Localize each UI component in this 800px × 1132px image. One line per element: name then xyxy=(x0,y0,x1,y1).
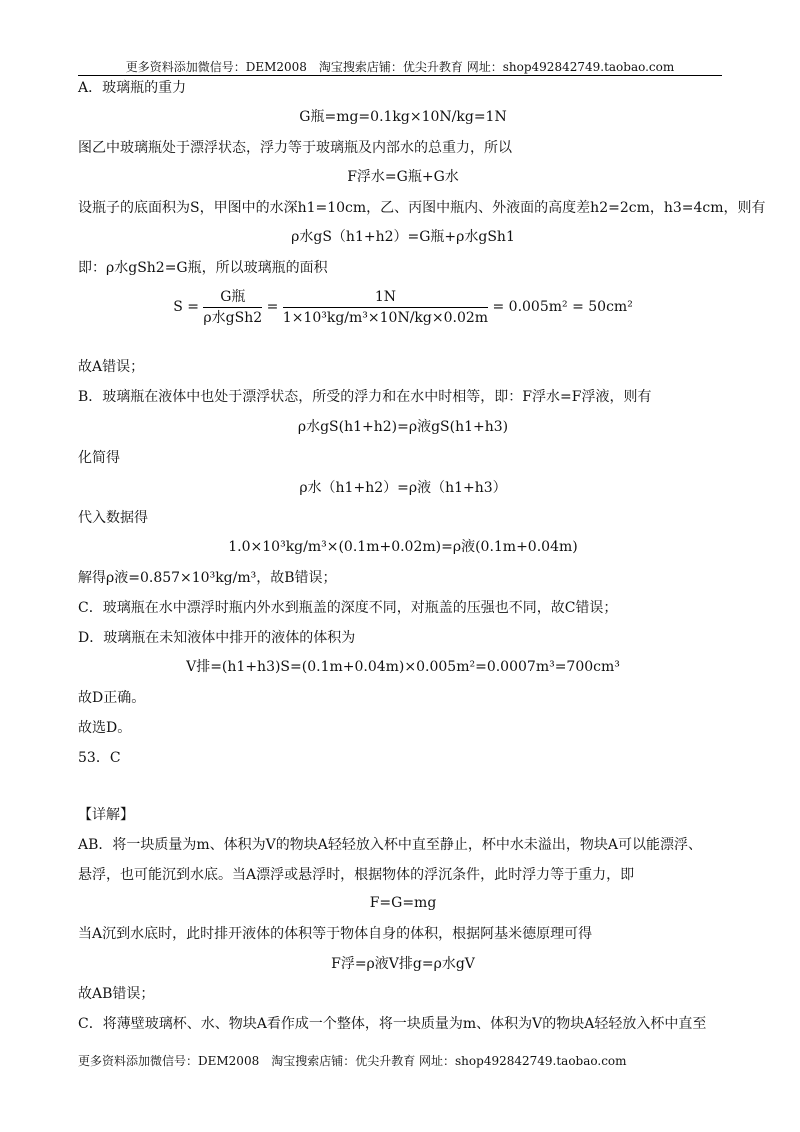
formula-line: ρ水（h1+h2）=ρ液（h1+h3） xyxy=(299,480,507,496)
formula-line: F浮=ρ液V排g=ρ水gV xyxy=(331,956,475,972)
text-line: D．玻璃瓶在未知液体中排开的液体的体积为 xyxy=(78,630,356,646)
text-line: 即：ρ水gSh2=G瓶，所以玻璃瓶的面积 xyxy=(78,260,328,276)
text-line: 故D正确。 xyxy=(78,690,146,706)
text-line: 解得ρ液=0.857×10³kg/m³，故B错误； xyxy=(78,570,337,586)
text-line: 代入数据得 xyxy=(78,510,148,526)
text-line: 图乙中玻璃瓶处于漂浮状态，浮力等于玻璃瓶及内部水的总重力，所以 xyxy=(78,140,512,156)
fraction-1-denominator: ρ水gSh2 xyxy=(203,309,263,326)
header-divider xyxy=(78,75,722,76)
text-line: C．玻璃瓶在水中漂浮时瓶内外水到瓶盖的深度不同，对瓶盖的压强也不同，故C错误； xyxy=(78,600,618,616)
formula-line: 1.0×10³kg/m³×(0.1m+0.02m)=ρ液(0.1m+0.04m) xyxy=(228,539,578,555)
formula-lhs: S = xyxy=(173,299,199,315)
fraction-1 xyxy=(203,289,262,326)
text-line: C．将薄壁玻璃杯、水、物块A看作成一个整体，将一块质量为m、体积为V的物块A轻轻放入杯中直至 xyxy=(78,1016,707,1032)
fraction-2-numerator: 1N xyxy=(283,289,488,308)
text-line: B．玻璃瓶在液体中也处于漂浮状态，所受的浮力和在水中时相等，即：F浮水=F浮液，则有 xyxy=(78,389,652,405)
fraction-1-numerator: G瓶 xyxy=(203,289,262,308)
text-line: AB．将一块质量为m、体积为V的物块A轻轻放入杯中直至静止，杯中水未溢出，物块A可以能漂浮、 xyxy=(78,837,703,853)
formula-line: V排=(h1+h3)S=(0.1m+0.04m)×0.005m²=0.0007m³=700cm³ xyxy=(186,659,620,675)
text-line: 故选D。 xyxy=(78,720,132,736)
formula-line: F浮水=G瓶+G水 xyxy=(347,169,459,185)
formula-line: ρ水gS(h1+h2)=ρ液gS(h1+h3) xyxy=(297,419,509,435)
page-header: 更多资料添加微信号：DEM2008 淘宝搜索店铺：优尖升教育 网址：shop492842749.taobao.com xyxy=(125,60,675,74)
fraction-2-denominator: 1×10³kg/m³×10N/kg×0.02m xyxy=(282,309,489,326)
formula-line: G瓶=mg=0.1kg×10N/kg=1N xyxy=(299,109,507,125)
formula-line: F=G=mg xyxy=(369,895,437,911)
page-footer: 更多资料添加微信号：DEM2008 淘宝搜索店铺：优尖升教育 网址：shop492842749.taobao.com xyxy=(78,1054,627,1068)
formula-rhs: = 0.005m² = 50cm² xyxy=(492,299,633,315)
text-line: 【详解】 xyxy=(78,807,134,823)
formula-line: ρ水gS（h1+h2）=G瓶+ρ水gSh1 xyxy=(291,229,515,245)
text-line: 故AB错误； xyxy=(78,986,155,1002)
text-line: 悬浮，也可能沉到水底。当A漂浮或悬浮时，根据物体的浮沉条件，此时浮力等于重力，即 xyxy=(78,867,635,883)
fraction-2 xyxy=(283,289,488,326)
fraction-formula xyxy=(78,285,728,329)
text-line: 53．C xyxy=(78,750,121,766)
text-line: 化简得 xyxy=(78,450,120,466)
text-line: 设瓶子的底面积为S，甲图中的水深h1=10cm，乙、丙图中瓶内、外液面的高度差h2=2cm，h3=4cm，则有 xyxy=(78,200,766,216)
formula-equals: = xyxy=(266,299,279,315)
text-line: 当A沉到水底时，此时排开液体的体积等于物体自身的体积，根据阿基米德原理可得 xyxy=(78,926,593,942)
text-line: A．玻璃瓶的重力 xyxy=(78,80,187,96)
text-line: 故A错误； xyxy=(78,359,145,375)
